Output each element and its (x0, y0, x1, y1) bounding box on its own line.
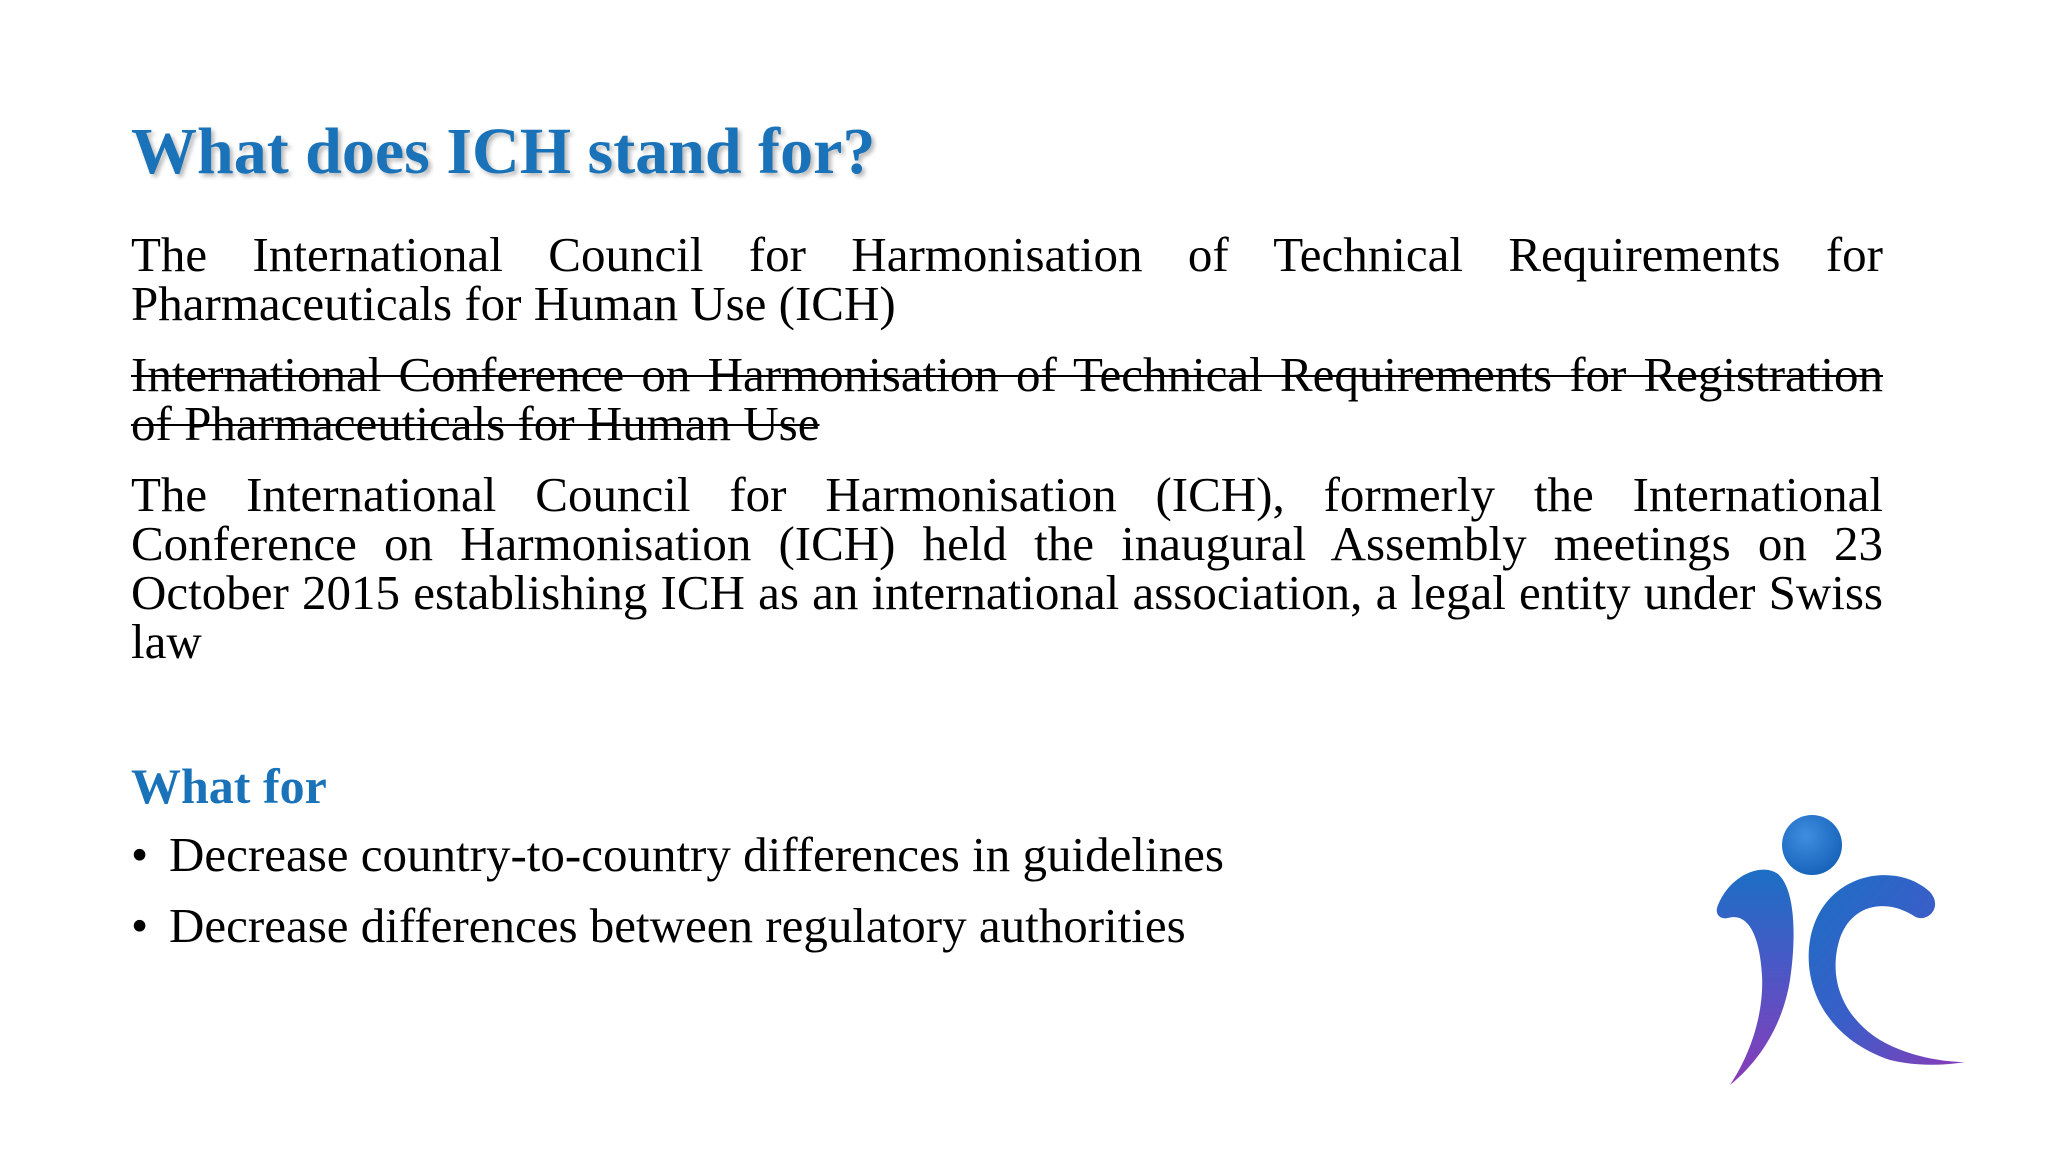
what-for-heading: What for (131, 758, 327, 814)
bullet-item (131, 896, 1224, 956)
logo-i-stroke (1717, 870, 1794, 1085)
ich-logo-icon (1700, 800, 1970, 1090)
slide-title: What does ICH stand for? (131, 115, 876, 188)
logo-head-dot (1782, 815, 1842, 875)
bullet-icon: • (131, 827, 149, 882)
bullet-icon: • (131, 898, 149, 953)
bullet-text: Decrease differences between regulatory authorities (169, 898, 1186, 953)
history-paragraph: The International Council for Harmonisation (ICH), formerly the International Conference on Harmonisation (ICH) held the inaugural Assembly meetings on 23 October 2015 establishing ICH as an international association, a legal entity under Swiss law (131, 467, 1883, 669)
logo-c-stroke (1809, 875, 1965, 1065)
bullet-text: Decrease country-to-country differences in guidelines (169, 827, 1224, 882)
current-name-paragraph: The International Council for Harmonisation of Technical Requirements for Pharmaceuticals for Human Use (ICH) (131, 227, 1883, 331)
former-name-strikethrough: International Conference on Harmonisation of Technical Requirements for Registration of Pharmaceuticals for Human Use (131, 347, 1883, 451)
bullet-item (131, 825, 1224, 885)
purpose-bullet-list (131, 825, 1224, 967)
